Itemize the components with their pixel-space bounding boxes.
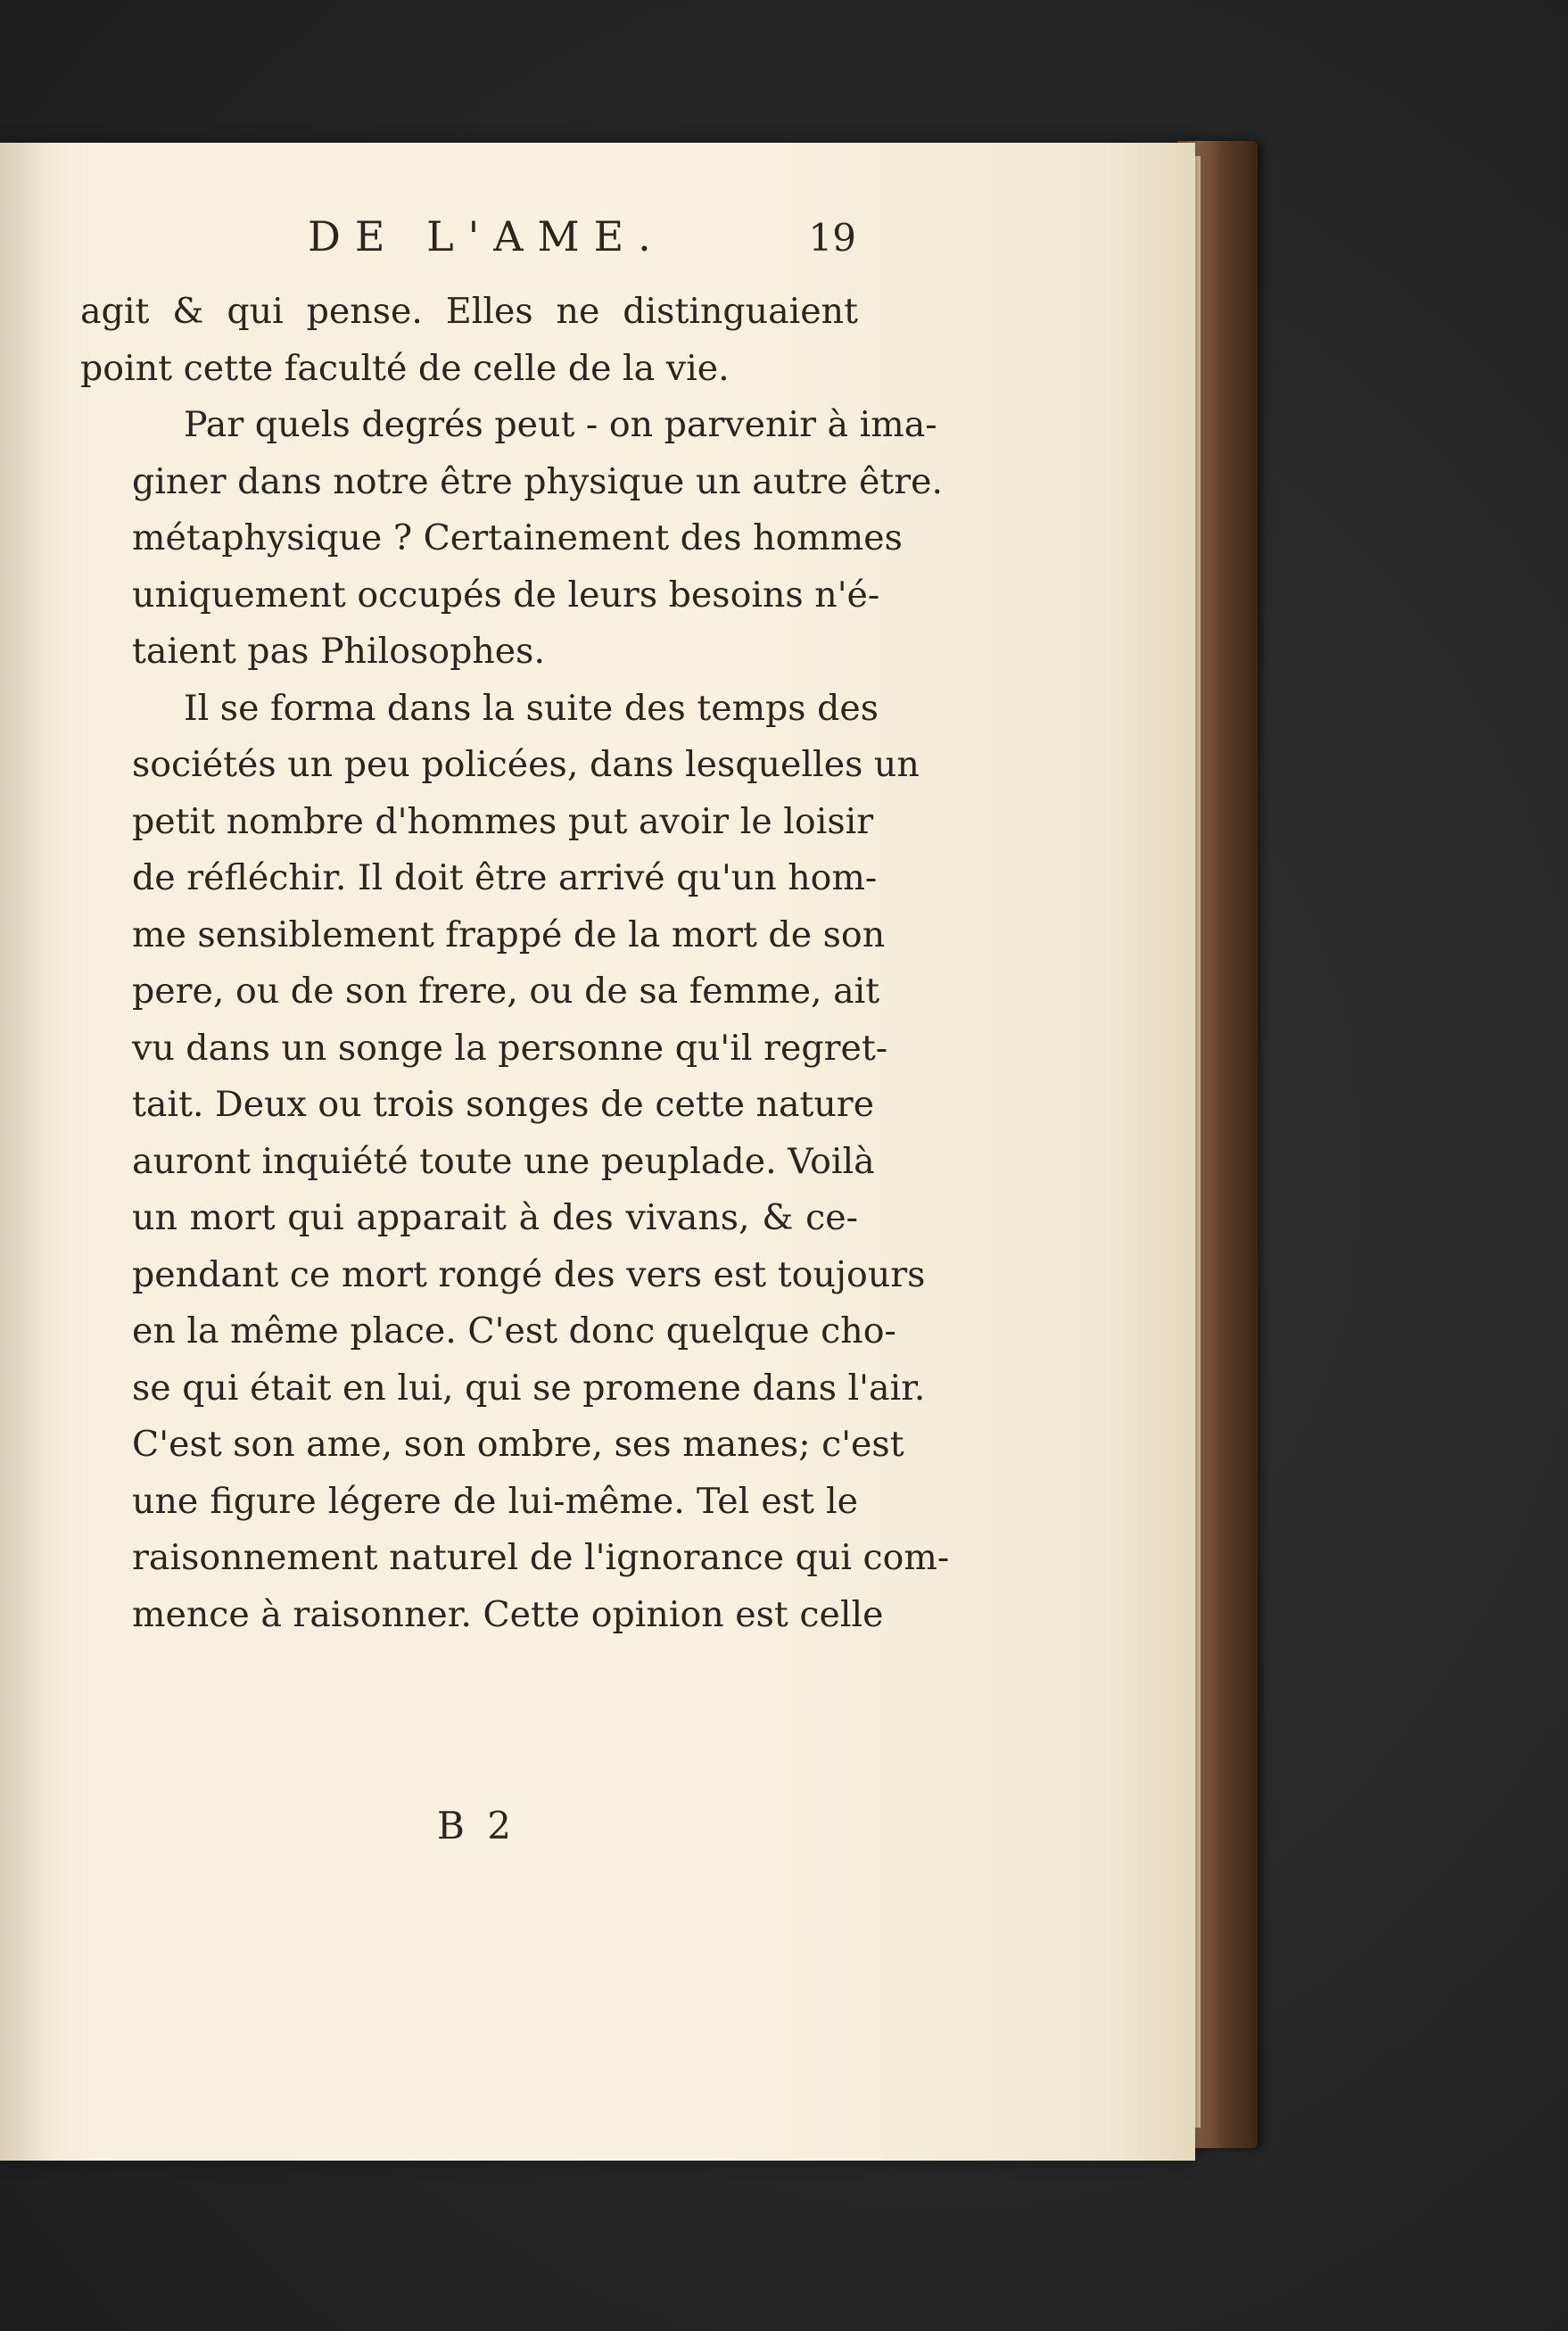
- text-line: Par quels degrés peut - on parvenir à ima-: [184, 404, 937, 445]
- signature-mark: B 2: [437, 1804, 516, 1847]
- text-line: tait. Deux ou trois songes de cette nature: [132, 1084, 875, 1125]
- text-line: petit nombre d'hommes put avoir le loisir: [132, 800, 874, 842]
- text-line: uniquement occupés de leurs besoins n'é-: [132, 574, 880, 616]
- text-line: vu dans un songe la personne qu'il regret-: [132, 1027, 888, 1069]
- text-line: se qui était en lui, qui se promene dans l'air.: [132, 1367, 926, 1409]
- text-line: un mort qui apparait à des vivans, & ce-: [132, 1197, 858, 1238]
- paragraph: [80, 284, 858, 397]
- paragraph: [80, 397, 944, 681]
- text-line: de réfléchir. Il doit être arrivé qu'un hom-: [132, 857, 878, 898]
- page-header: [80, 212, 856, 275]
- text-line: taient pas Philosophes.: [132, 631, 546, 672]
- text-line: métaphysique ? Certainement des hommes: [132, 517, 903, 558]
- text-line: pendant ce mort rongé des vers est toujours: [132, 1253, 926, 1295]
- text-line: Il se forma dans la suite des temps des: [184, 687, 879, 729]
- text-line: mence à raisonner. Cette opinion est celle: [132, 1593, 884, 1635]
- text-line: sociétés un peu policées, dans lesquelles un: [132, 744, 920, 785]
- text-line: auront inquiété toute une peuplade. Voilà: [132, 1140, 875, 1182]
- text-line: pere, ou de son frere, ou de sa femme, ait: [132, 971, 880, 1012]
- text-line: me sensiblement frappé de la mort de son: [132, 913, 886, 955]
- text-line: raisonnement naturel de l'ignorance qui com-: [132, 1537, 950, 1578]
- paragraph: [80, 681, 950, 1644]
- text-line: agit & qui pense. Elles ne distinguaient: [80, 291, 858, 332]
- text-line: giner dans notre être physique un autre être.: [132, 460, 944, 502]
- text-line: en la même place. C'est donc quelque cho-: [132, 1310, 896, 1351]
- text-line: une figure légere de lui-même. Tel est le: [132, 1480, 858, 1522]
- body-text: [80, 284, 950, 1643]
- page-number: 19: [808, 216, 856, 260]
- text-line: point cette faculté de celle de la vie.: [80, 347, 730, 389]
- text-line: C'est son ame, son ombre, ses manes; c'est: [132, 1424, 904, 1465]
- running-head: DE L'AME.: [308, 212, 665, 260]
